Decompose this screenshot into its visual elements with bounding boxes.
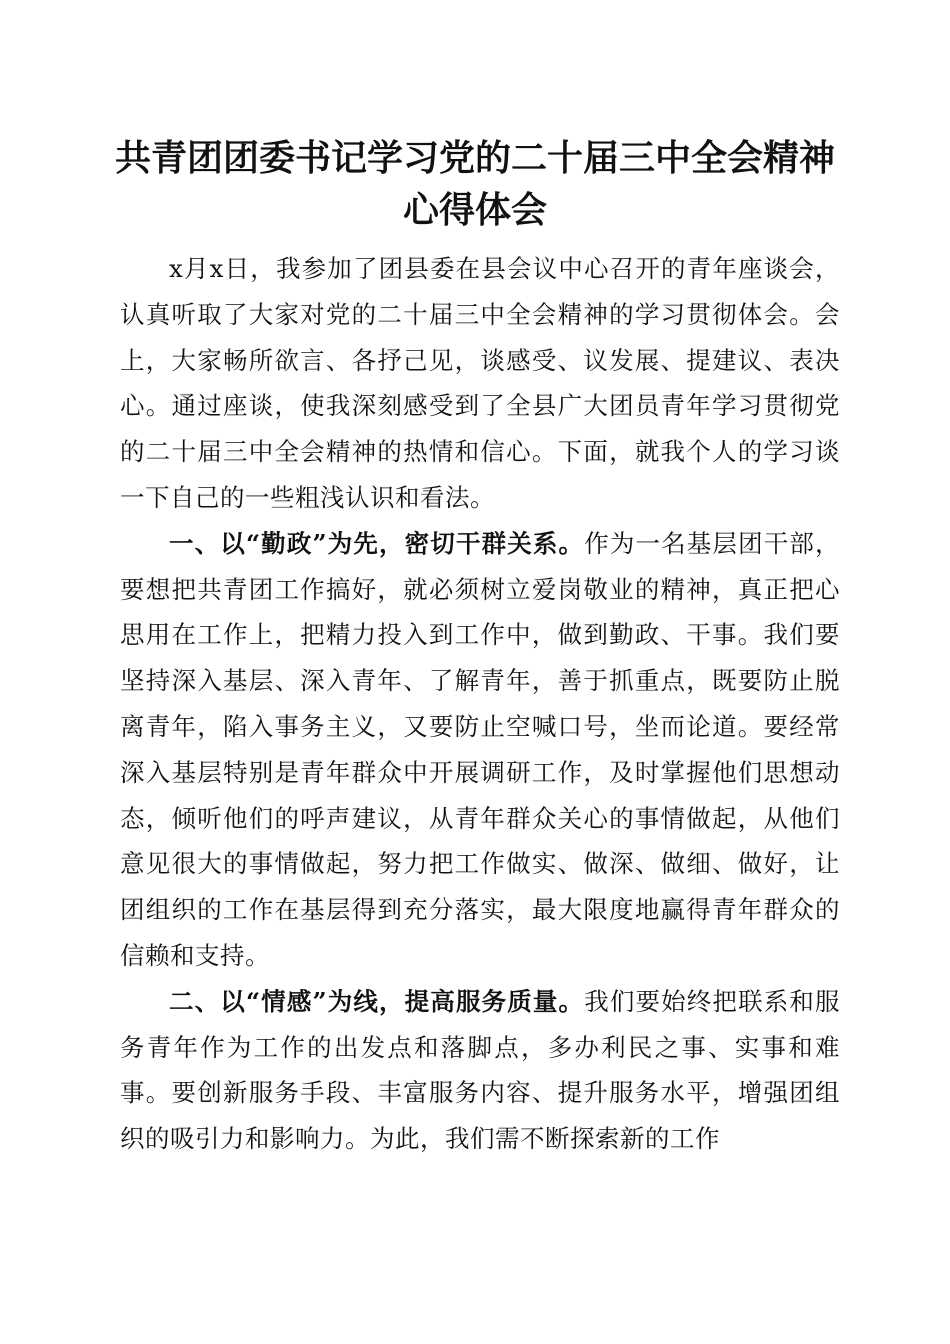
paragraph-text: 作为一名基层团干部，要想把共青团工作搞好，就必须树立爱岗敬业的精神，真正把心思用在工作上，把精力投入到工作中，做到勤政、干事。我们要坚持深入基层、深入青年、了解青年，善于抓重点，既要防止脱离青年，陷入事务主义，又要防止空喊口号，坐而论道。要经常深入基层特别是青年群众中开展调研工作，及时掌握他们思想动态，倾听他们的呼声建议，从青年群众关心的事情做起，从他们意见很大的事情做起，努力把工作做实、做深、做细、做好，让团组织的工作在基层得到充分落实，最大限度地赢得青年群众的信赖和支持。 <box>120 528 841 970</box>
document-body <box>120 246 840 1162</box>
paragraph-text: x月x日，我参加了团县委在县会议中心召开的青年座谈会，认真听取了大家对党的二十届三中全会精神的学习贯彻体会。会上，大家畅所欲言、各抒己见，谈感受、议发展、提建议、表决心。通过座谈，使我深刻感受到了全县广大团员青年学习贯彻党的二十届三中全会精神的热情和信心。下面，就我个人的学习谈一下自己的一些粗浅认识和看法。 <box>120 254 840 512</box>
paragraph-section-2 <box>120 979 840 1162</box>
paragraph-intro <box>120 246 840 521</box>
paragraph-section-1 <box>120 521 840 979</box>
document-title <box>100 132 850 236</box>
section-heading: 二、以“情感”为线，提高服务质量。 <box>169 986 585 1016</box>
paragraph-text: 我们要始终把联系和服务青年作为工作的出发点和落脚点，多办利民之事、实事和难事。要创新服务手段、丰富服务内容、提升服务水平，增强团组织的吸引力和影响力。为此，我们需不断探索新的工作 <box>120 986 841 1154</box>
title-line-1: 共青团团委书记学习党的二十届三中全会精神 <box>114 137 835 179</box>
title-line-2: 心得体会 <box>402 189 547 231</box>
section-heading: 一、以“勤政”为先，密切干群关系。 <box>169 528 585 558</box>
